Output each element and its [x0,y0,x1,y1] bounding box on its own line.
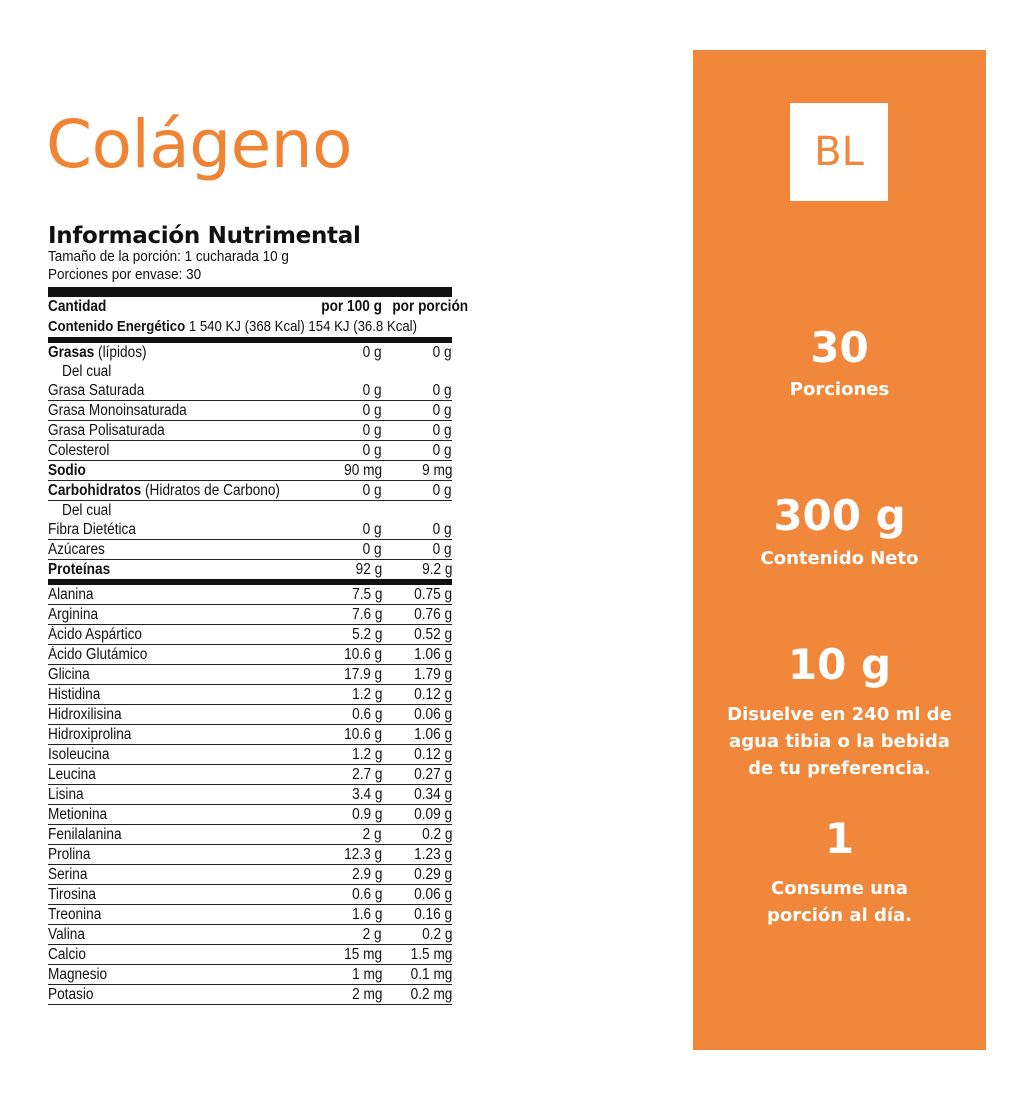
nutrient-name [48,442,109,460]
nutrient-row [48,865,452,885]
nutrient-group-main [48,343,452,579]
nutrient-name-text: Serina [48,866,88,883]
nutrient-per100: 7.5 g [351,586,382,603]
nutrient-row [48,362,452,381]
nutrient-perserving: 0.75 g [414,586,452,603]
nutrient-per100: 1 mg [351,966,382,983]
nutrient-name-text: Hidroxilisina [48,706,122,723]
nutrient-per100: 0 g [363,344,382,361]
nutrient-row [48,665,452,685]
nutrient-perserving: 0 g [433,482,452,499]
nutrient-name [48,946,86,964]
dose-value: 10 g [787,640,892,689]
nutrient-name-text: Del cual [62,502,112,519]
nutrient-name [48,846,90,864]
nutrient-row [48,540,452,560]
nutrient-perserving: 0.12 g [414,686,452,703]
nutrient-per100: 0 g [363,382,382,399]
nutrient-perserving: 1.06 g [414,646,452,663]
nutrient-name-text: Del cual [62,363,112,380]
nutrient-per100: 0 g [363,541,382,558]
nutrient-row [48,501,452,520]
nutrient-name-text: Tirosina [48,886,97,903]
nutrient-name [62,502,111,520]
info-panel [693,50,986,1050]
nutrient-name-text: Leucina [48,766,96,783]
nutrient-row [48,421,452,441]
nutrient-row [48,625,452,645]
nutrient-name [62,363,111,381]
nutrient-name-text: Magnesio [48,966,108,983]
nutrient-per100: 2 mg [351,986,382,1003]
nutrient-name [48,726,131,744]
dose-instruction-1: Disuelve en 240 ml de [727,704,952,725]
nutrient-name-text: Fibra Dietética [48,521,136,538]
nutrient-name-text: Calcio [48,946,86,963]
nutrient-name-bold: Grasas [48,344,95,361]
nutrient-name-text: Hidroxiprolina [48,726,132,743]
nutrient-perserving: 0.29 g [414,866,452,883]
nutrient-row [48,785,452,805]
nutrient-per100: 0.9 g [351,806,382,823]
nutrient-name [48,806,107,824]
nutrient-name-text: Fenilalanina [48,826,122,843]
brand-logo: BL [790,103,888,201]
nutrient-name [48,462,86,480]
nutrient-name-text: Arginina [48,606,99,623]
nutrient-name [48,906,101,924]
nutrient-row [48,585,452,605]
nutrient-name-text: (lípidos) [94,344,147,361]
nutrient-name-text: Isoleucina [48,746,110,763]
nutrient-per100: 2.9 g [351,866,382,883]
column-header-row [48,297,469,316]
nutrient-name-text: Alanina [48,586,94,603]
nutrient-row [48,481,452,501]
nutrient-per100: 0.6 g [351,886,382,903]
nutrient-row [48,905,452,925]
dose-instruction-2: agua tibia o la bebida [729,731,950,752]
nutrient-per100: 5.2 g [351,626,382,643]
nutrient-perserving: 0 g [433,402,452,419]
nutrient-perserving: 0.2 mg [410,986,452,1003]
nutrient-per100: 2.7 g [351,766,382,783]
nutrient-name [48,786,84,804]
nutrient-perserving: 0.09 g [414,806,452,823]
servings-value: 30 [810,323,869,372]
nutrient-name-bold: Carbohidratos [48,482,142,499]
nutrient-name [48,886,96,904]
nutrient-name [48,561,110,579]
nutrient-name [48,606,98,624]
nutrient-perserving: 0.1 mg [410,966,452,983]
nutrient-name-text: (Hidratos de Carbono) [141,482,280,499]
nutrient-row [48,925,452,945]
nutrient-perserving: 9 mg [421,462,452,479]
nutrient-row [48,805,452,825]
nutrient-name-text: Colesterol [48,442,110,459]
nutrient-per100: 1.6 g [351,906,382,923]
servings-per-container: Porciones por envase: 30 [48,266,202,283]
nutrient-per100: 15 mg [344,946,382,963]
nutrient-row [48,745,452,765]
nutrient-per100: 0 g [363,402,382,419]
nutrient-row [48,765,452,785]
nutrition-heading: Información Nutrimental [48,223,361,249]
energy-per100: 1 540 KJ (368 Kcal) [188,318,305,335]
nutrient-row [48,885,452,905]
nutrient-per100: 90 mg [344,462,382,479]
nutrient-row [48,560,452,579]
nutrient-name [48,482,280,500]
nutrient-name [48,766,96,784]
nutrient-per100: 10.6 g [344,726,382,743]
nutrient-perserving: 0 g [433,442,452,459]
nutrient-per100: 12.3 g [344,846,382,863]
nutrient-perserving: 0.16 g [414,906,452,923]
nutrient-name-text: Azúcares [48,541,105,558]
nutrient-row [48,965,452,985]
nutrient-name [48,926,85,944]
nutrient-per100: 17.9 g [344,666,382,683]
nutrient-per100: 0 g [363,422,382,439]
nutrient-per100: 0 g [363,521,382,538]
nutrient-row [48,381,452,401]
net-content-label: Contenido Neto [760,548,919,569]
nutrient-perserving: 0.34 g [414,786,452,803]
serving-size: Tamaño de la porción: 1 cucharada 10 g [48,248,289,265]
nutrient-row [48,520,452,540]
nutrient-name-text: Ácido Aspártico [48,626,143,643]
nutrient-per100: 2 g [363,826,382,843]
nutrient-name-bold: Proteínas [48,561,111,578]
nutrient-name [48,746,109,764]
nutrient-per100: 7.6 g [351,606,382,623]
nutrient-name [48,826,122,844]
nutrient-per100: 0.6 g [351,706,382,723]
nutrient-name [48,966,107,984]
nutrient-name-text: Grasa Saturada [48,382,145,399]
nutrient-perserving: 0.2 g [421,926,452,943]
nutrient-perserving: 0 g [433,382,452,399]
nutrient-name-text: Glicina [48,666,90,683]
nutrient-per100: 0 g [363,482,382,499]
nutrient-name [48,706,122,724]
nutrient-name [48,344,147,362]
product-title: Colágeno [46,106,352,183]
net-content-value: 300 g [773,491,906,540]
nutrient-perserving: 9.2 g [421,561,452,578]
nutrient-name [48,402,187,420]
nutrient-name [48,541,105,559]
nutrient-per100: 92 g [355,561,382,578]
nutrition-label [48,223,469,1005]
nutrient-perserving: 0.52 g [414,626,452,643]
nutrient-perserving: 0.76 g [414,606,452,623]
energy-row [48,316,452,337]
nutrient-perserving: 0.27 g [414,766,452,783]
nutrient-per100: 1.2 g [351,746,382,763]
nutrient-row [48,985,452,1005]
nutrient-name-text: Histidina [48,686,101,703]
col-per100: por 100 g [321,298,382,315]
nutrient-row [48,845,452,865]
nutrient-perserving: 0 g [433,344,452,361]
nutrient-perserving: 1.06 g [414,726,452,743]
nutrient-row [48,605,452,625]
nutrient-per100: 10.6 g [344,646,382,663]
nutrient-name-bold: Sodio [48,462,86,479]
nutrient-perserving: 1.79 g [414,666,452,683]
nutrient-name [48,686,100,704]
dose-instruction-3: de tu preferencia. [748,758,931,779]
nutrient-name [48,422,165,440]
nutrient-name [48,666,90,684]
nutrient-name-text: Potasio [48,986,94,1003]
nutrient-name-text: Grasa Polisaturada [48,422,165,439]
nutrient-per100: 0 g [363,442,382,459]
nutrient-group-amino [48,585,452,1005]
energy-perserving: 154 KJ (36.8 Kcal) [308,318,418,335]
nutrient-name-text: Prolina [48,846,91,863]
daily-value: 1 [824,814,855,863]
nutrient-perserving: 0 g [433,521,452,538]
nutrient-row [48,825,452,845]
col-perserving: por porción [392,298,469,315]
nutrient-name-text: Valina [48,926,85,943]
nutrient-name [48,382,144,400]
nutrient-row [48,725,452,745]
nutrient-row [48,401,452,421]
nutrient-per100: 2 g [363,926,382,943]
nutrient-per100: 1.2 g [351,686,382,703]
energy-label: Contenido Energético [48,318,186,335]
nutrient-name [48,586,94,604]
nutrient-name-text: Treonina [48,906,102,923]
nutrient-row [48,705,452,725]
col-quantity: Cantidad [48,298,107,315]
nutrient-row [48,645,452,665]
nutrient-perserving: 0.12 g [414,746,452,763]
nutrient-perserving: 1.23 g [414,846,452,863]
nutrient-name-text: Grasa Monoinsaturada [48,402,187,419]
nutrient-row [48,461,452,481]
nutrient-row [48,945,452,965]
nutrient-name-text: Metionina [48,806,108,823]
nutrient-name-text: Ácido Glutámico [48,646,148,663]
nutrient-name [48,986,93,1004]
nutrient-name-text: Lisina [48,786,84,803]
nutrient-perserving: 0.06 g [414,706,452,723]
divider-thick [48,287,452,297]
nutrient-name [48,521,136,539]
nutrient-row [48,343,452,362]
nutrient-perserving: 0.2 g [421,826,452,843]
daily-instruction-1: Consume una [771,878,908,899]
daily-instruction-2: porción al día. [766,905,913,926]
nutrient-name [48,866,87,884]
nutrient-perserving: 0 g [433,541,452,558]
nutrient-name [48,646,147,664]
nutrient-perserving: 0.06 g [414,886,452,903]
nutrient-per100: 3.4 g [351,786,382,803]
nutrient-row [48,685,452,705]
nutrient-perserving: 0 g [433,422,452,439]
nutrient-perserving: 1.5 mg [410,946,452,963]
nutrient-name [48,626,142,644]
nutrient-row [48,441,452,461]
servings-label: Porciones [789,379,890,400]
